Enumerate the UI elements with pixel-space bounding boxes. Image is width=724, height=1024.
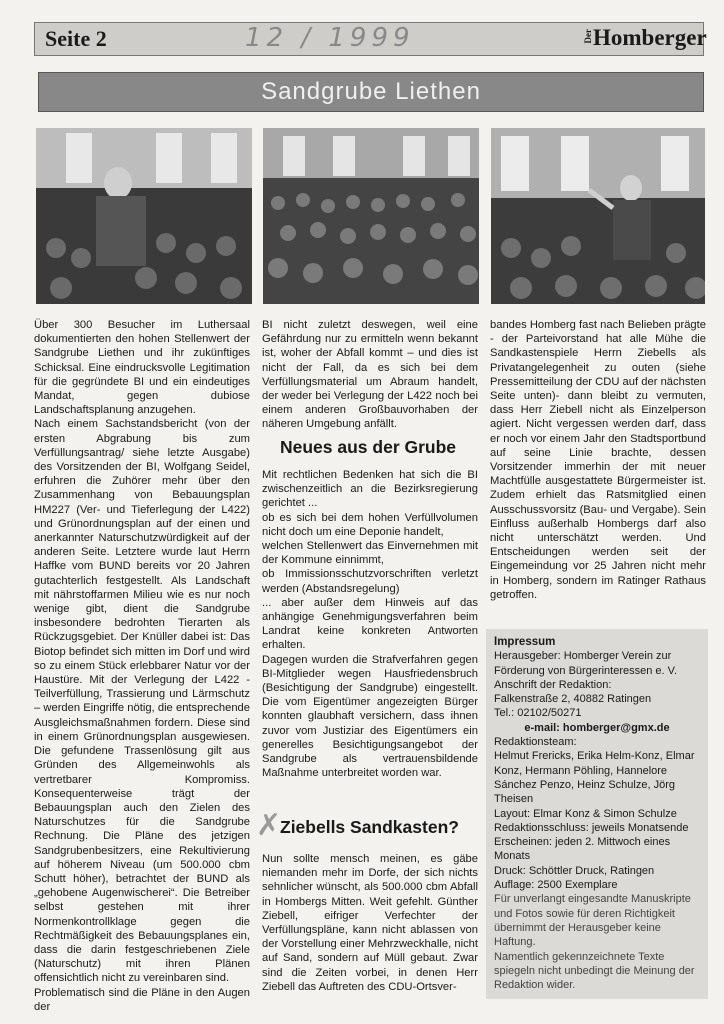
impressum-phone: Tel.: 02102/50271 [494,707,582,720]
impressum-address-label: Anschrift der Redaktion: [494,678,612,691]
newspaper-brand: Homberger [593,25,707,50]
impressum-title: Impressum [494,636,556,648]
article-column-2-end [262,852,478,994]
paragraph: ... aber außer dem Hinweis auf das anhängige Genehmigungsverfahren beim Landrat keine konkreten Antworten erhalten. [262,596,478,652]
impressum-disclaimer-1: Für unverlangt eingesandte Manuskripte und Fotos sowie für deren Richtigkeit übernimmt der Herausgeber keine Haftung. [494,893,691,949]
handwritten-date: 12 / 1999 [245,23,415,53]
impressum-deadline: Redaktionsschluss: jeweils Monatsende [494,821,689,834]
pen-mark-x-icon: ✗ [256,808,282,843]
impressum-circulation: Auflage: 2500 Exemplare [494,879,618,892]
impressum-email: e-mail: homberger@gmx.de [524,721,670,734]
impressum-publisher: Herausgeber: Homberger Verein zur Förderung von Bürgerinteressen e. V. [494,650,678,677]
impressum-team: Helmut Frericks, Erika Helm-Konz, Elmar Konz, Hermann Pöhling, Hannelore Sánchez Penzo, Heinz Schulze, Jörg Theisen [494,750,695,806]
audience-photo [263,128,479,304]
speaker-photo [36,128,252,304]
impressum-appears: Erscheinen: jeden 2. Mittwoch eines Monats [494,836,671,863]
paragraph: Über 300 Besucher im Luthersaal dokumentierten den hohen Stellenwert der Sandgrube Liethen und ihr zukünftiges Schicksal. Eine eindrucksvolle Legitimation für die gegründete BI und ein eindeutiges Mandat, gegen dubiose Landschaftsplanung anzugehen. [34,319,250,417]
page-header [34,22,707,56]
paragraph: ob Immissionsschutzvorschriften verletzt werden (Abstandsregelung) [262,568,478,595]
article-column-2-body [262,468,478,780]
paragraph: BI nicht zuletzt deswegen, weil eine Gefährdung nur zu ermitteln wenn bekannt ist, woher der Abfall kommt – und dies ist nicht der Fall, da es sich bei dem Verfüllungsmaterial um Abraum handelt, der weder bei Verlegung der L422 noch bei einem anderen Großbauvorhaben der näheren Umgebung anfällt. [262,319,478,431]
article-title: Sandgrube Liethen [261,78,481,105]
impressum-disclaimer-2: Namentlich gekennzeichnete Texte spiegeln nicht unbedingt die Meinung der Redaktion wider. [494,950,695,992]
article-column-1 [34,318,250,1014]
paragraph: Problematisch sind die Pläne in den Augen der [34,986,250,1013]
paragraph: welchen Stellenwert das Einvernehmen mit der Kommune einnimmt, [262,540,478,567]
brand-prefix: Der [583,29,593,44]
paragraph: Nach einem Sachstandsbericht (von der ersten Abgrabung bis zum Verfüllungsantrag/ siehe letzte Ausgabe) des Vorsitzenden der BI, Wolfgang Seidel, erfuhren die Zuhörer mehr über den Zusammenhang von Bebauungsplan HM227 (Ver- und Tieferlegung der L422) und Grünordnungsplan auf der einen und anerkannter Naturschutzwürdigkeit auf der anderen Seite. Letztere wurde laut Herrn Haffke vom BUND bereits vor 20 Jahren gutachterlich festgestellt. Als Landschaft mit nährstoffarmen Milieu wie es nur noch wenige gibt, dient die Sandgrube insbesondere bedrohten Tierarten als Rückzugsgebiet. Der Knüller dabei ist: Das Biotop befindet sich mitten im Dorf und wird so zu einem Stück erlebbarer Natur vor der Haustüre. Mit der Verlegung der L422 - Teilverfüllung, Trassierung und Lärmschutz – werden Eingriffe nötig, die entsprechende Ausgleichsmaßnahmen fordern. Diese sind in einem Grünordnungsplan ausgewiesen. Die gefundene Trassenlösung gilt aus Gründen des Allgemeinwohls als vertretbarer Kompromiss. Konsequenterweise trägt der Bebauungsplan auch den Zielen des Naturschutzes für die Sandgrube Rechnung. Die Pläne des jetzigen Sandgrubenbesitzers, eine Rekultivierung auf höherem Niveau (um 500.000 cbm Schutt höher), betrachtet der BUND als „gehobene Augenwischerei“. Die Betreiber selbst gestehen mit ihrer Normenkontrollklage gegen die Rechtmäßigkeit des Bebauungsplanes ein, dass die darin festgeschriebenen Ziele (Naturschutz) mit ihren Plänen offensichtlich nicht zu vereinbaren sind. [34,418,250,985]
page-number-label: Seite 2 [45,26,107,51]
impressum-address: Falkenstraße 2, 40882 Ratingen [494,693,652,706]
paragraph: ob es sich bei dem hohen Verfüllvolumen nicht doch um eine Deponie handelt, [262,511,478,538]
section-heading-ziebells: Ziebells Sandkasten? [280,817,459,837]
article-column-3 [490,318,706,602]
conductor-photo [491,128,705,304]
impressum-box [486,629,708,999]
article-column-2-intro [262,318,478,432]
impressum-print: Druck: Schöttler Druck, Ratingen [494,864,655,877]
paragraph: bandes Homberg fast nach Belieben prägte - der Parteivorstand hat alle Mühe die Sandkastenspiele Herrn Ziebells als Privatangelegenheit zu outen (siehe Pressemitteilung der CDU auf der nächsten Seite unten)- dann bleibt zu vermuten, dass Herr Ziebell nicht als Einzelperson agiert. Nicht vergessen werden darf, dass er noch vor einem Jahr den Stadtsportbund auf seine Linie brachte, dessen Vorsitzender immerhin der mit neuer Machtfülle ausgestattete Bürgermeister ist. Zudem erhielt das Ratsmitglied einen Ausschussvorsitz (Bau- und Vergabe). Sein Einfluss außerhalb Hombergs darf also nicht unterschätzt werden. Und Entscheidungen werden seit der Eingemeindung vor 25 Jahren nicht mehr in Homberg, sondern im Ratinger Rathaus getroffen. [490,319,706,601]
article-banner [38,72,704,112]
paragraph: Mit rechtlichen Bedenken hat sich die BI zwischenzeitlich an die Bezirksregierung gerichtet ... [262,469,478,510]
section-heading-neues: Neues aus der Grube [280,437,457,457]
paragraph: Nun sollte mensch meinen, es gäbe niemanden mehr im Dorfe, der sich nichts sehnlicher wünscht, als 500.000 cbm Abfall in Hombergs Mitten. Weit gefehlt. Günther Ziebell, eifriger Verfechter der Verfüllungspläne, kann nicht ablassen von der Vorstellung einer Mehrzweckhalle, nicht auf Sand, sondern auf Müll gebaut. Zwar sind die Zeiten vorbei, in denen Herr Ziebell das Auftreten des CDU-Ortsver- [262,853,478,993]
impressum-team-label: Redaktionsteam: [494,736,577,749]
impressum-layout: Layout: Elmar Konz & Simon Schulze [494,807,677,820]
paragraph: Dagegen wurden die Strafverfahren gegen BI-Mitglieder wegen Hausfriedensbruch (Besichtigung der Sandgrube) eingestellt. Die vom Eigentümer angezeigten Bürger konnten glaubhaft versichern, dass ihnen zuvor vom Justiziar des Eigentümers ein generelles Besichtigungsangebot der Sandgrube als vertrauensbildende Maßnahme unterbreitet worden war. [262,653,478,780]
